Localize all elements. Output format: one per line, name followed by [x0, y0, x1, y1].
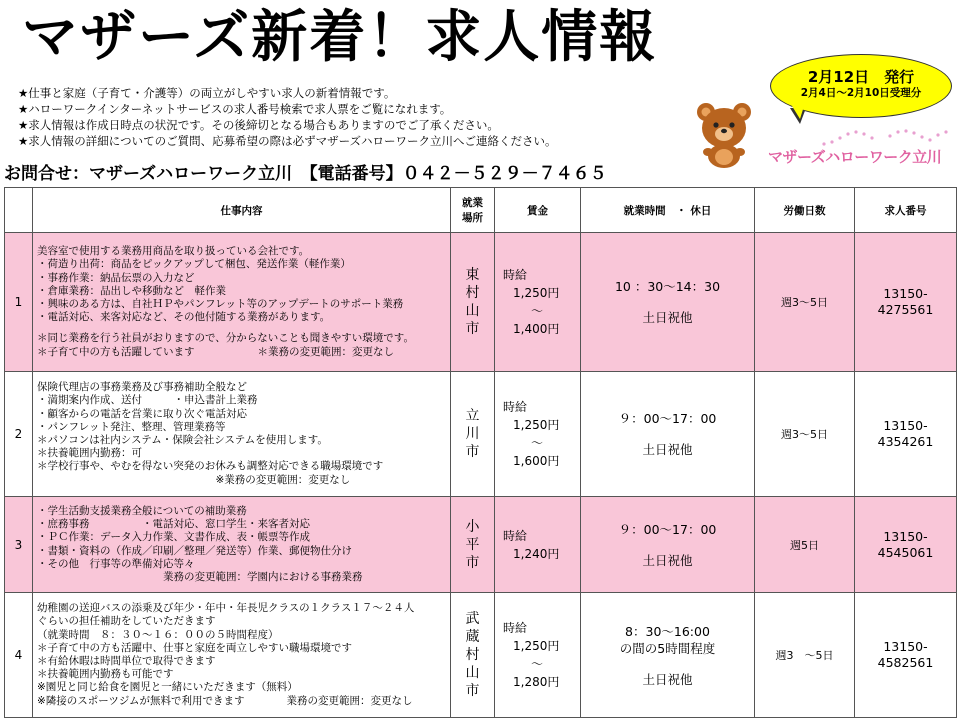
- description-line: ＊学校行事や、やむを得ない突発のお休みも調整対応できる職場環境です: [37, 460, 384, 473]
- note-item: ★仕事と家庭（子育て・介護等）の両立がしやすい求人の新着情報です。: [18, 86, 396, 100]
- location-char: 小: [465, 518, 480, 535]
- hours-note: の間の5時間程度: [619, 640, 716, 656]
- description-line: ・荷造り出荷：商品をピックアップして梱包、発送作業（軽作業）: [37, 258, 351, 271]
- header-hours: 就業時間 ・ 休日: [581, 188, 755, 233]
- work-days: 週3～5日: [755, 233, 855, 372]
- table-row: [5, 497, 957, 593]
- description-line: 保険代理店の事務業務及び事務補助全般など: [37, 381, 247, 394]
- location-char: 市: [465, 683, 480, 699]
- job-number-part: 4545061: [877, 544, 934, 560]
- table-row: [5, 593, 957, 718]
- wage-min: 1,250円: [513, 639, 560, 653]
- wage-type: 時給: [503, 400, 528, 414]
- description-line: ・その他 行事等の準備対応等々: [37, 557, 195, 570]
- description-line: ・事務作業：納品伝票の入力など: [37, 271, 195, 284]
- holiday-text: 土日祝他: [642, 442, 693, 457]
- table-header-row: [5, 188, 957, 233]
- note-item: ★ハローワークインターネットサービスの求人番号検索で求人票をご覧になれます。: [18, 102, 452, 116]
- job-number-part: 13150-: [883, 639, 928, 654]
- wage: [495, 497, 581, 593]
- wage: [495, 233, 581, 372]
- wage-amount: 1,240円: [513, 546, 560, 561]
- job-number: [855, 233, 957, 372]
- location-char: 立: [465, 408, 480, 424]
- work-location: [451, 593, 495, 718]
- page-title: マザーズ新着！求人情報: [22, 5, 658, 70]
- row-number: 1: [5, 233, 33, 372]
- wage-type: 時給: [503, 528, 528, 543]
- row-number: 4: [5, 593, 33, 718]
- wage-min: 1,250円: [513, 418, 560, 432]
- header-location-line: 就業: [462, 197, 483, 209]
- description-line: ＊パソコンは社内システム・保険会社システムを使用します。: [37, 434, 328, 446]
- wage-min: 1,250円: [513, 286, 560, 300]
- note-item: ★求人情報は作成日時点の状況です。その後締切となる場合もありますのでご了承ください。: [18, 118, 499, 132]
- hours-gap: [582, 427, 753, 441]
- wage-type: 時給: [503, 621, 528, 635]
- description-line: ・電話対応、来客対応など、その他付随する業務があります。: [37, 311, 331, 324]
- description-line: ＊有給休暇は時間単位で取得できます: [37, 655, 216, 667]
- wage-max: 1,400円: [513, 322, 560, 336]
- location-char: 東: [465, 267, 480, 283]
- hours-text: 8：30～16:00: [625, 623, 710, 639]
- table-row: [5, 233, 957, 372]
- description-line: ぐらいの担任補助をしていただきます: [37, 615, 216, 628]
- header-location: [451, 188, 495, 233]
- location-char: 武: [465, 611, 480, 627]
- bubble-tail-fill: [792, 106, 804, 119]
- description-line: ・満期案内作成、送付 ・申込書計上業務: [37, 394, 258, 407]
- description-line: ・パンフレット発注、整理、管理業務等: [37, 420, 226, 433]
- hours-text: ９：00～17：00: [618, 411, 717, 426]
- description-line: ・倉庫業務：品出しや移動など 軽作業: [37, 284, 226, 297]
- accept-period: 2月4日～2月10日受理分: [800, 87, 922, 99]
- description-line: 美容室で使用する業務用商品を取り扱っている会社です。: [37, 245, 310, 258]
- header-content: 仕事内容: [33, 188, 451, 233]
- description-line: ・ＰＣ作業：データ入力作業、文書作成、表・帳票等作成: [37, 531, 310, 544]
- issue-date: 2月12日 発行: [807, 68, 915, 86]
- description-line: ＊子育て中の方も活躍中、仕事と家庭を両立しやすい職場環境です: [37, 641, 352, 654]
- job-number: [855, 372, 957, 497]
- job-table: [4, 187, 957, 718]
- job-number-part: 13150-: [883, 286, 928, 301]
- hours-text: ９：00～17：00: [618, 521, 717, 537]
- note-item: ★求人情報の詳細についてのご質問、応募希望の際は必ずマザーズハローワーク立川へご連絡ください。: [18, 134, 557, 148]
- location-char: 村: [465, 647, 480, 663]
- header-job-number: 求人番号: [855, 188, 957, 233]
- job-description: [33, 497, 451, 593]
- work-location: [451, 497, 495, 593]
- wage-range-sep: ～: [531, 304, 544, 318]
- holiday-text: 土日祝他: [642, 671, 693, 687]
- job-number-part: 4582561: [877, 655, 934, 670]
- description-line: ・書類・資料の（作成／印刷／整理／発送等）作業、郵便物仕分け: [37, 544, 352, 557]
- job-description: [33, 233, 451, 372]
- wage: [495, 593, 581, 718]
- description-line: ※隣接のスポーツジムが無料で利用できます 業務の変更範囲：変更なし: [37, 694, 413, 707]
- header-wage: 賃金: [495, 188, 581, 233]
- notes-list: [18, 85, 758, 149]
- job-number-part: 13150-: [883, 418, 928, 433]
- work-hours: [581, 593, 755, 718]
- description-line: ・庶務事務 ・電話対応、窓口学生・来客者対応: [37, 518, 310, 531]
- work-location: [451, 372, 495, 497]
- description-line: 幼稚園の送迎バスの添乗及び年少・年中・年長児クラスの１クラス１７～２４人: [37, 602, 415, 615]
- description-line: （就業時間 ８：３０～１６：００の５時間程度）: [37, 628, 279, 641]
- row-number: 2: [5, 372, 33, 497]
- wage-range-sep: ～: [531, 657, 544, 671]
- description-line: ※業務の変更範囲：変更なし: [37, 473, 351, 486]
- description-line: ＊扶養範囲内勤務も可能です: [37, 668, 174, 681]
- location-char: 平: [465, 536, 480, 553]
- header-num: [5, 188, 33, 233]
- hours-text: 10 ：30～14：30: [614, 279, 721, 294]
- holiday-text: 土日祝他: [642, 310, 693, 325]
- wage: [495, 372, 581, 497]
- location-char: 山: [465, 303, 480, 319]
- description-line: ・顧客からの電話を営業に取り次ぐ電話対応: [37, 407, 247, 420]
- header-days: 労働日数: [755, 188, 855, 233]
- location-char: 蔵: [465, 629, 480, 645]
- job-number: [855, 497, 957, 593]
- wage-max: 1,280円: [513, 675, 560, 689]
- work-days: 週3～5日: [755, 372, 855, 497]
- holiday-text: 土日祝他: [642, 552, 693, 568]
- job-description: [33, 372, 451, 497]
- location-char: 市: [465, 554, 480, 571]
- description-line: ＊同じ業務を行う社員がおりますので、分からないことも聞きやすい環境です。: [37, 332, 414, 345]
- job-number-part: 4354261: [877, 434, 934, 449]
- work-hours: [581, 233, 755, 372]
- header-location-line: 場所: [462, 212, 483, 224]
- bear-mascot-icon: [692, 100, 756, 170]
- job-number-part: 4275561: [877, 302, 934, 317]
- hours-gap: [582, 295, 753, 309]
- job-number-part: 13150-: [883, 528, 928, 544]
- job-description: [33, 593, 451, 718]
- hours-gap: [582, 538, 753, 552]
- location-char: 市: [465, 444, 480, 460]
- work-days: 週3 ～5日: [755, 593, 855, 718]
- wage-max: 1,600円: [513, 454, 560, 468]
- description-line: ・興味のある方は、自社ＨＰやパンフレット等のアップデートのサポート業務: [37, 298, 404, 310]
- hours-gap: [582, 657, 753, 671]
- description-line: ＊扶養範囲内勤務：可: [37, 447, 142, 460]
- wage-type: 時給: [503, 268, 528, 282]
- job-number: [855, 593, 957, 718]
- description-line: ・学生活動支援業務全般についての補助業務: [37, 504, 247, 517]
- location-char: 村: [465, 285, 480, 301]
- work-hours: [581, 497, 755, 593]
- work-location: [451, 233, 495, 372]
- wage-range-sep: ～: [531, 436, 544, 450]
- logo-text: マザーズハローワーク立川: [768, 148, 942, 166]
- row-number: 3: [5, 497, 33, 593]
- work-hours: [581, 372, 755, 497]
- description-line: 業務の変更範囲：学園内における事務業務: [37, 570, 363, 583]
- table-row: [5, 372, 957, 497]
- location-char: 山: [465, 665, 480, 681]
- location-char: 市: [465, 321, 480, 337]
- contact-info: お問合せ：マザーズハローワーク立川 【電話番号】０４２－５２９－７４６５: [4, 164, 607, 184]
- description-gap: [37, 324, 446, 332]
- location-char: 川: [465, 426, 480, 442]
- description-line: ＊子育て中の方も活躍しています ＊業務の変更範囲：変更なし: [37, 345, 394, 358]
- description-line: ※園児と同じ給食を園児と一緒にいただきます（無料）: [37, 681, 298, 694]
- work-days: 週5日: [755, 497, 855, 593]
